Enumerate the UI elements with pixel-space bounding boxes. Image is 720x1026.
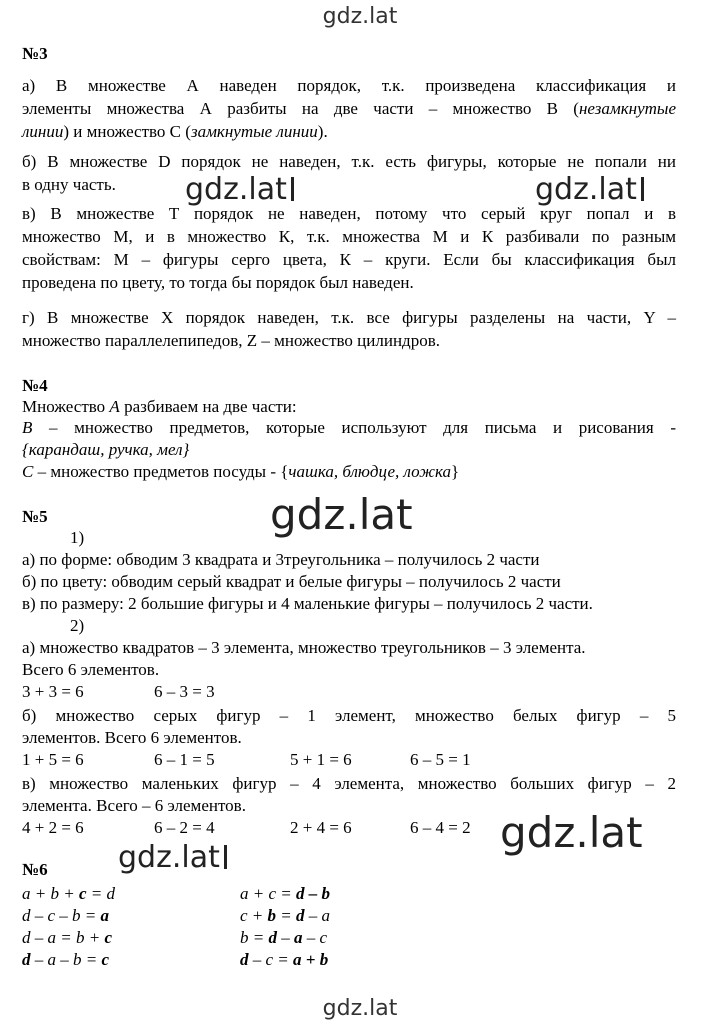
s5-2c-line2: элемента. Всего – 6 элементов. bbox=[22, 796, 246, 815]
italic-text: линии bbox=[22, 122, 64, 141]
s5-2b-line1: б) множество серых фигур – 1 элемент, множество белых фигур – 5 bbox=[22, 706, 676, 725]
s6-formula-4: c + b = d – a bbox=[240, 906, 331, 925]
watermark-overlay: gdz.lat bbox=[270, 490, 413, 539]
watermark-overlay bbox=[118, 840, 227, 875]
s6-formula-8: d – c = a + b bbox=[240, 950, 329, 969]
s3-c-line2: множество М, и в множество К, т.к. множества М и К разбивали по разным bbox=[22, 227, 676, 246]
italic-text: замкнутые линии bbox=[190, 122, 318, 141]
s5-1a: а) по форме: обводим 3 квадрата и 3треугольника – получилось 2 части bbox=[22, 550, 540, 569]
equation: 6 – 1 = 5 bbox=[154, 750, 215, 769]
cursor-bar bbox=[224, 845, 227, 869]
equation: 5 + 1 = 6 bbox=[290, 750, 352, 769]
watermark-bottom: gdz.lat bbox=[322, 996, 398, 1021]
s6-formula-1: a + b + c = d bbox=[22, 884, 115, 903]
s5-part2-label: 2) bbox=[70, 616, 85, 635]
s3-c-line4: проведена по цвету, то тогда бы порядок был наведен. bbox=[22, 273, 414, 292]
text: – множество предметов посуды - { bbox=[33, 462, 289, 481]
watermark-overlay bbox=[535, 172, 644, 207]
s6-formula-5: d – a = b + c bbox=[22, 928, 112, 947]
s3-c-line3: свойствам: М – фигуры серго цвета, К – круги. Если бы классификация был bbox=[22, 250, 676, 269]
text: разбиваем на две части: bbox=[119, 397, 297, 416]
text: – множество предметов, которые используют для письма и рисования - bbox=[32, 418, 676, 437]
s5-2c-line1: в) множество маленьких фигур – 4 элемента, множество больших фигур – 2 bbox=[22, 774, 676, 793]
equation: 6 – 2 = 4 bbox=[154, 818, 215, 837]
s3-d-line1: г) В множестве Х порядок наведен, т.к. все фигуры разделены на части, Y – bbox=[22, 308, 676, 327]
s3-c-line1: в) В множестве Т порядок не наведен, потому что серый круг попал и в bbox=[22, 204, 676, 223]
watermark-top: gdz.lat bbox=[322, 4, 398, 29]
cursor-bar bbox=[291, 177, 294, 201]
variable: С bbox=[22, 462, 34, 481]
s4-line3 bbox=[22, 440, 189, 460]
section-6-title: №6 bbox=[22, 860, 48, 879]
equation: 6 – 3 = 3 bbox=[154, 682, 215, 701]
text: элементы множества А разбиты на две части – множество В ( bbox=[22, 99, 579, 118]
text: ) и множество С ( bbox=[63, 122, 191, 141]
watermark-overlay bbox=[185, 172, 294, 207]
equation: 1 + 5 = 6 bbox=[22, 750, 84, 769]
equation: 6 – 5 = 1 bbox=[410, 750, 471, 769]
section-5-title: №5 bbox=[22, 507, 48, 526]
italic-text: незамкнутые bbox=[578, 99, 676, 118]
s3-a-line3 bbox=[22, 122, 328, 142]
s6-formula-7: d – a – b = c bbox=[22, 950, 110, 969]
s5-part1-label: 1) bbox=[70, 528, 85, 547]
s6-formula-6: b = d – a – c bbox=[240, 928, 328, 947]
section-3-title: №3 bbox=[22, 44, 48, 63]
variable: В bbox=[22, 418, 33, 437]
italic-text: чашка, блюдце, ложка bbox=[288, 462, 452, 481]
cursor-bar bbox=[641, 177, 644, 201]
s4-line1 bbox=[22, 397, 297, 417]
s6-formula-3: d – c – b = a bbox=[22, 906, 110, 925]
s5-1c: в) по размеру: 2 большие фигуры и 4 маленькие фигуры – получилось 2 части. bbox=[22, 594, 593, 613]
text: Множество bbox=[22, 397, 110, 416]
s3-b-line1: б) В множестве D порядок не наведен, т.к. есть фигуры, которые не попали ни bbox=[22, 152, 676, 171]
italic-text: {карандаш, ручка, мел} bbox=[22, 440, 190, 459]
watermark-text: gdz.lat bbox=[185, 172, 287, 207]
text-run bbox=[22, 418, 676, 437]
text: ). bbox=[317, 122, 328, 141]
s3-b-line2: в одну часть. bbox=[22, 175, 116, 194]
variable: А bbox=[109, 397, 120, 416]
s4-line2 bbox=[22, 418, 676, 438]
watermark-text: gdz.lat bbox=[535, 172, 637, 207]
equation: 3 + 3 = 6 bbox=[22, 682, 84, 701]
text: } bbox=[451, 462, 460, 481]
s5-2a-line1: а) множество квадратов – 3 элемента, множество треугольников – 3 элемента. bbox=[22, 638, 586, 657]
watermark-overlay: gdz.lat bbox=[500, 808, 643, 857]
s5-2b-line2: элементов. Всего 6 элементов. bbox=[22, 728, 242, 747]
s5-1b: б) по цвету: обводим серый квадрат и белые фигуры – получилось 2 части bbox=[22, 572, 561, 591]
s4-line4 bbox=[22, 462, 459, 482]
section-4-title: №4 bbox=[22, 376, 48, 395]
equation: 2 + 4 = 6 bbox=[290, 818, 352, 837]
s3-a-line2 bbox=[22, 99, 676, 119]
s3-a-line1: а) В множестве А наведен порядок, т.к. произведена классификация и bbox=[22, 76, 676, 95]
s3-d-line2: множество параллелепипедов, Z – множество цилиндров. bbox=[22, 331, 440, 350]
s6-formula-2: a + c = d – b bbox=[240, 884, 330, 903]
equation: 4 + 2 = 6 bbox=[22, 818, 84, 837]
watermark-text: gdz.lat bbox=[118, 840, 220, 875]
s5-2a-line2: Всего 6 элементов. bbox=[22, 660, 160, 679]
equation: 6 – 4 = 2 bbox=[410, 818, 471, 837]
